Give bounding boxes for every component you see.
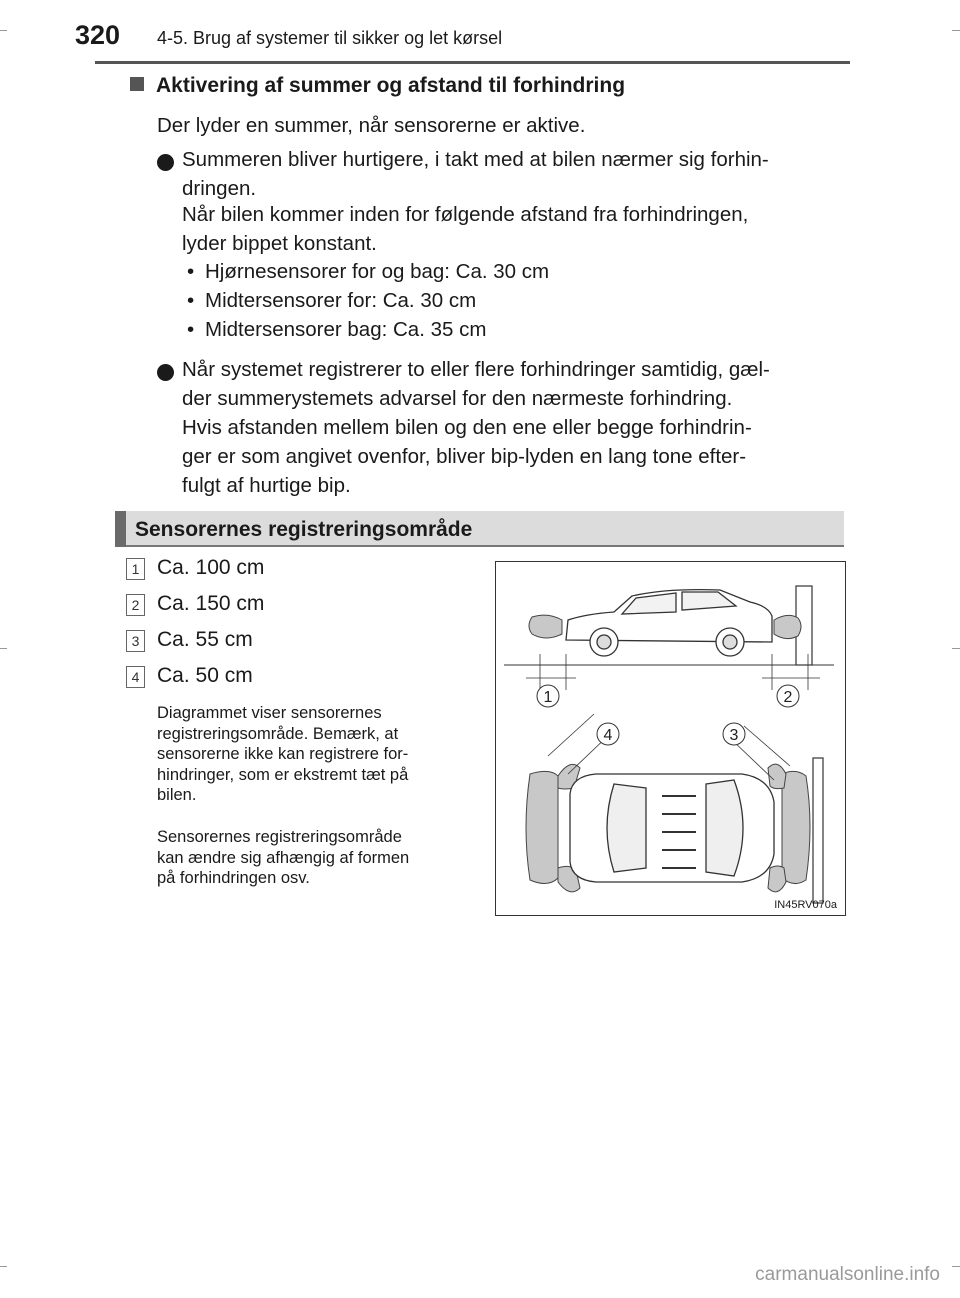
sub-bullet-icon: •: [187, 260, 195, 283]
note1-line1: Diagrammet viser sensorernes: [157, 704, 382, 722]
page-number: 320: [75, 20, 121, 50]
callout-4: 4: [603, 727, 613, 744]
section2-title: Sensorernes registreringsområde: [135, 518, 473, 541]
note1-line4: hindringer, som er ekstremt tæt på: [157, 765, 409, 784]
bullet2-line5: fulgt af hurtige bip.: [182, 474, 351, 497]
subitem-2: Midtersensorer for: Ca. 30 cm: [205, 289, 477, 312]
sensor-zone-front-corner-right: [768, 866, 786, 892]
bullet1-para-line2: lyder bippet konstant.: [182, 232, 377, 255]
header-rule: [95, 61, 850, 64]
note2-line1: Sensorernes registreringsområde: [157, 828, 402, 846]
bullet2-line2: der summerystemets advarsel for den nærmeste forhindring.: [182, 387, 733, 410]
bullet1-para-line1: Når bilen kommer inden for følgende afstand fra forhindringen,: [182, 203, 749, 226]
legend-text-1: Ca. 100 cm: [157, 556, 265, 579]
bullet2-line4: ger er som angivet ovenfor, bliver bip-lyden en lang tone efter-: [182, 445, 747, 468]
chapter-title: 4-5. Brug af systemer til sikker og let kørsel: [157, 28, 503, 48]
legend-text-4: Ca. 50 cm: [157, 664, 253, 687]
callout-2: 2: [783, 689, 793, 706]
figure-code: IN45RV070a: [774, 899, 837, 911]
sensor-zone-front-center: [782, 771, 810, 883]
legend-number-2: 2: [126, 594, 145, 616]
section-title: Aktivering af summer og afstand til forhindring: [130, 74, 625, 98]
intro-text: Der lyder en summer, når sensorerne er aktive.: [157, 114, 586, 137]
subitem-1: Hjørnesensorer for og bag: Ca. 30 cm: [205, 260, 550, 283]
note2-line3: på forhindringen osv.: [157, 869, 310, 887]
bullet1-line2: dringen.: [182, 177, 257, 200]
callout-3: 3: [729, 727, 739, 744]
square-bullet-icon: [130, 77, 144, 91]
sensor-range-figure: [495, 561, 846, 916]
bullet-dot-icon: [157, 364, 174, 381]
bullet2-line3: Hvis afstanden mellem bilen og den ene eller begge forhindrin-: [182, 416, 752, 439]
sensor-zone-rear-center: [526, 771, 558, 883]
note2-line2: kan ændre sig afhængig af formen: [157, 848, 410, 867]
section-band-rule: [126, 545, 844, 547]
legend-number-3: 3: [126, 630, 145, 652]
bullet-dot-icon: [157, 154, 174, 171]
wall-top-view: [813, 758, 823, 903]
note1-line3: sensorerne ikke kan registrere for-: [157, 745, 409, 763]
sub-bullet-icon: •: [187, 318, 195, 341]
sensor-zone-rear-side: [529, 615, 562, 638]
legend-number-4: 4: [126, 666, 145, 688]
bullet2-line1: Når systemet registrerer to eller flere forhindringer samtidig, gæl-: [182, 358, 770, 381]
subitem-3: Midtersensorer bag: Ca. 35 cm: [205, 318, 487, 341]
note1-line2: registreringsområde. Bemærk, at: [157, 724, 399, 743]
sub-bullet-icon: •: [187, 289, 195, 312]
legend-text-2: Ca. 150 cm: [157, 592, 265, 615]
car-side-icon: [566, 590, 772, 656]
section-band-accent: [115, 511, 126, 547]
sensor-zone-front-side: [774, 615, 801, 638]
legend-number-1: 1: [126, 558, 145, 580]
callout-1: 1: [543, 689, 553, 706]
watermark: carmanualsonline.info: [755, 1264, 940, 1285]
bullet1-line1: Summeren bliver hurtigere, i takt med at bilen nærmer sig forhin-: [182, 148, 769, 171]
legend-text-3: Ca. 55 cm: [157, 628, 253, 651]
note1-line5: bilen.: [157, 786, 197, 804]
sensor-diagram: [496, 562, 845, 915]
car-top-icon: [570, 774, 774, 882]
